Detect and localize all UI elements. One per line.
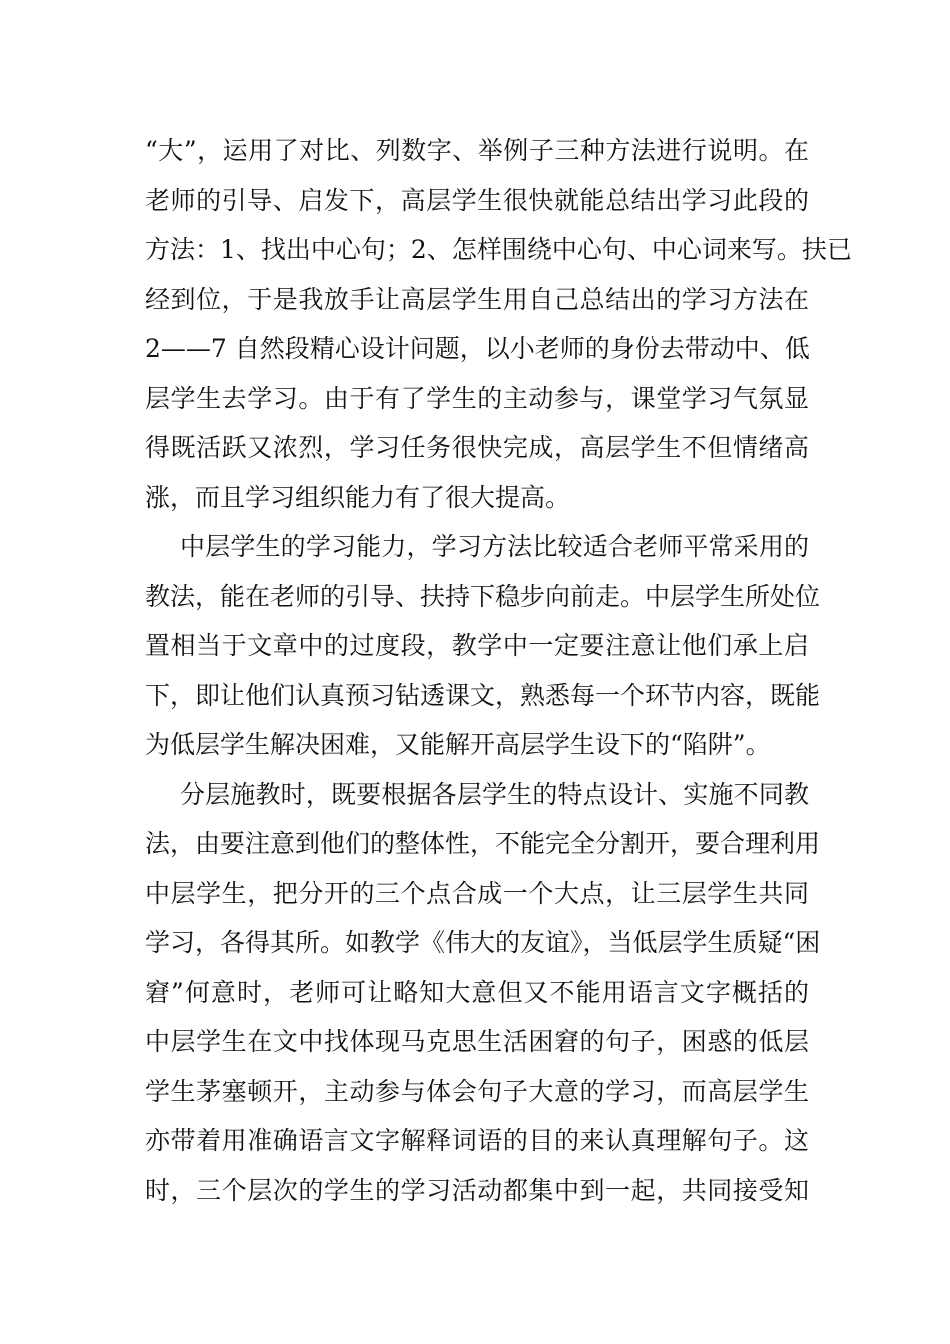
text-line: 层学生去学习。由于有了学生的主动参与，课堂学习气氛显 <box>145 383 809 413</box>
text-line: 中层学生，把分开的三个点合成一个大点，让三层学生共同 <box>145 878 809 908</box>
text-line: 中层学生在文中找体现马克思生活困窘的句子，困惑的低层 <box>145 1027 809 1056</box>
text-line: 方法：1、找出中心句；2、怎样围绕中心句、中心词来写。扶已 <box>145 235 852 264</box>
text-line: 中层学生的学习能力，学习方法比较适合老师平常采用的 <box>180 532 809 561</box>
text-line: 得既活跃又浓烈，学习任务很快完成，高层学生不但情绪高 <box>145 433 809 462</box>
text-line: 置相当于文章中的过度段，教学中一定要注意让他们承上启 <box>145 631 809 660</box>
paragraph-2 <box>145 522 821 770</box>
document-body <box>145 126 852 1215</box>
text-line: 分层施教时，既要根据各层学生的特点设计、实施不同教 <box>180 779 809 809</box>
text-line: 下，即让他们认真预习钻透课文，熟悉每一个环节内容，既能 <box>145 680 821 710</box>
text-line: 老师的引导、启发下，高层学生很快就能总结出学习此段的 <box>145 185 809 215</box>
paragraph-3 <box>145 770 821 1216</box>
text-line: 教法，能在老师的引导、扶持下稳步向前走。中层学生所处位 <box>145 581 821 611</box>
text-line: 涨，而且学习组织能力有了很大提高。 <box>145 482 571 512</box>
paragraph-1 <box>145 126 852 522</box>
text-line: 亦带着用准确语言文字解释词语的目的来认真理解句子。这 <box>145 1126 809 1155</box>
text-line: 时，三个层次的学生的学习活动都集中到一起，共同接受知 <box>145 1175 809 1205</box>
text-line: 为低层学生解决困难，又能解开高层学生设下的“陷阱”。 <box>145 730 771 759</box>
text-line: 法，由要注意到他们的整体性，不能完全分割开，要合理利用 <box>145 829 821 858</box>
text-line: “大”，运用了对比、列数字、举例子三种方法进行说明。在 <box>145 136 809 165</box>
text-line: 窘”何意时，老师可让略知大意但又不能用语言文字概括的 <box>145 977 809 1007</box>
text-line: 经到位，于是我放手让高层学生用自己总结出的学习方法在 <box>145 284 809 314</box>
text-line: 学习，各得其所。如教学《伟大的友谊》，当低层学生质疑“困 <box>145 928 821 957</box>
text-line: 2——7 自然段精心设计问题，以小老师的身份去带动中、低 <box>145 334 810 363</box>
text-line: 学生茅塞顿开，主动参与体会句子大意的学习，而高层学生 <box>145 1076 809 1106</box>
